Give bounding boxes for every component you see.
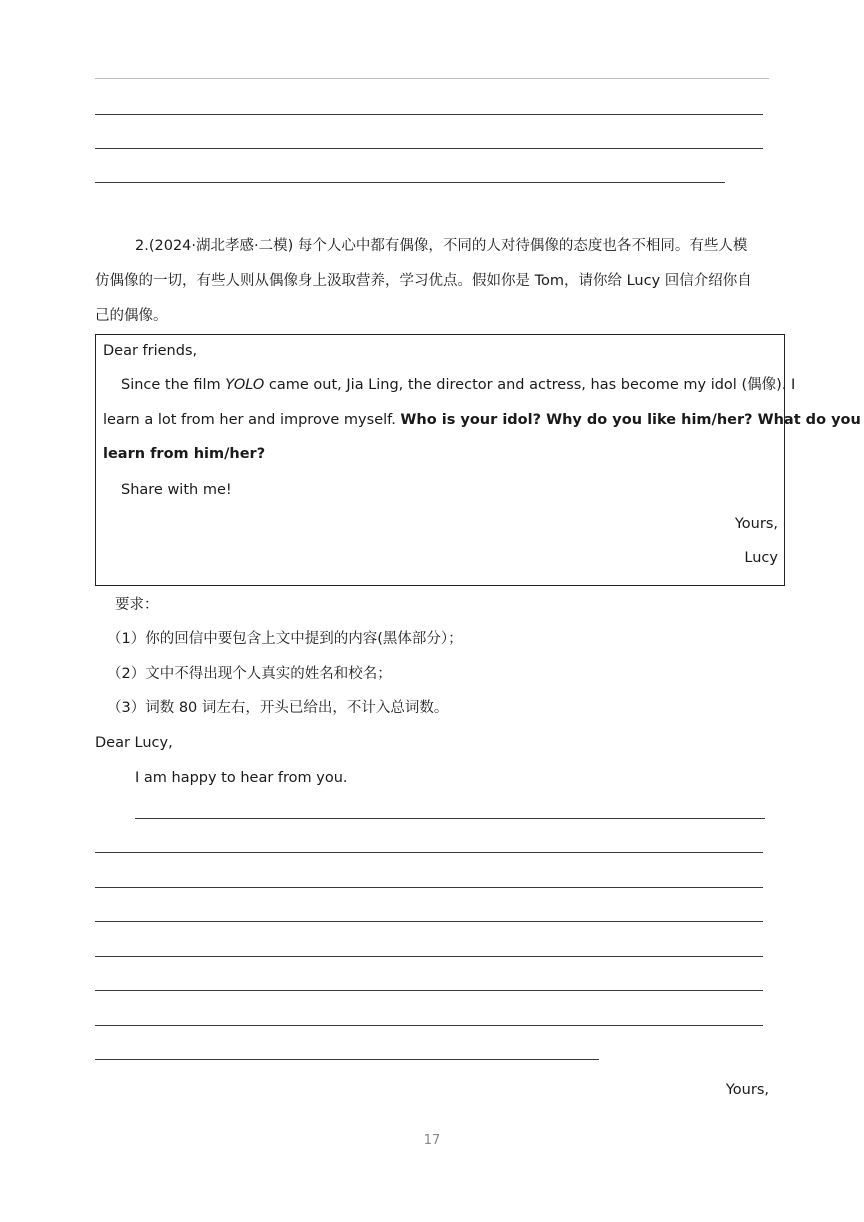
letter-text: learn a lot from her and improve myself. (103, 412, 401, 428)
writing-line[interactable] (95, 1059, 599, 1060)
letter-text: came out, Jia Ling, the director and actress, has become my idol (偶像). I (264, 377, 796, 393)
letter-paragraph-1-line2 (103, 410, 861, 430)
question-prompt-line2: 仿偶像的一切，有些人则从偶像身上汲取营养，学习优点。假如你是 Tom，请你给 Lucy 回信介绍你自 (95, 273, 752, 289)
writing-line[interactable] (135, 818, 765, 819)
letter-closing: Yours, (734, 516, 778, 532)
letter-paragraph-2: Share with me! (121, 482, 232, 498)
letter-greeting: Dear friends, (103, 343, 198, 359)
question-prompt-line3: 己的偶像。 (95, 308, 168, 324)
film-title: YOLO (225, 377, 265, 393)
question-source: .(2024·湖北孝感·二模) (144, 238, 294, 254)
requirements-heading: 要求： (115, 597, 159, 613)
requirement-item-1: （1）你的回信中要包含上文中提到的内容(黑体部分）； (107, 631, 463, 647)
writing-line[interactable] (95, 1025, 763, 1026)
reply-closing: Yours, (725, 1082, 769, 1098)
writing-line[interactable] (95, 990, 763, 991)
answer-line[interactable] (95, 148, 763, 149)
requirement-item-3: （3）词数 80 词左右，开头已给出，不计入总词数。 (107, 700, 449, 716)
letter-paragraph-1-line3 (103, 444, 265, 464)
question-prompt-line1 (135, 236, 747, 256)
letter-signature: Lucy (744, 550, 778, 566)
page-number: 17 (423, 1133, 441, 1148)
writing-line[interactable] (95, 956, 763, 957)
letter-bold-questions: Who is your idol? Why do you like him/her? What do you (400, 412, 861, 428)
letter-text: Since the film (121, 377, 226, 393)
answer-line[interactable] (95, 182, 725, 183)
reply-greeting: Dear Lucy, (95, 735, 173, 751)
requirement-item-2: （2）文中不得出现个人真实的姓名和校名； (107, 666, 392, 682)
letter-bold-questions: learn from him/her? (103, 446, 266, 462)
writing-line[interactable] (95, 887, 763, 888)
answer-line[interactable] (95, 114, 763, 115)
reply-opening: I am happy to hear from you. (135, 770, 348, 786)
writing-line[interactable] (95, 921, 763, 922)
writing-line[interactable] (95, 852, 763, 853)
letter-paragraph-1-line1 (121, 375, 795, 395)
question-text: 每个人心中都有偶像，不同的人对待偶像的态度也各不相同。有些人模 (297, 238, 748, 254)
question-number: 2 (135, 238, 145, 254)
top-rule (95, 78, 769, 79)
